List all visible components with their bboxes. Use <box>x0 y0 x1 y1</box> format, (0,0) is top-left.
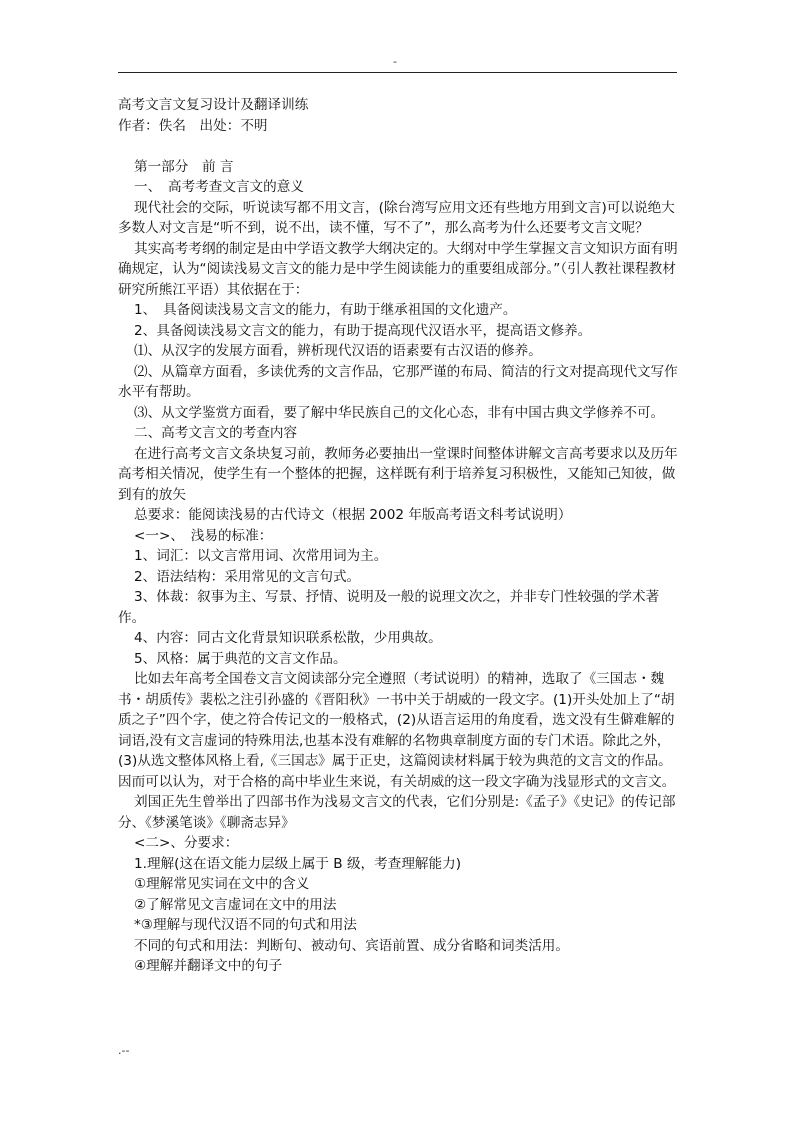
page-footer-mark: .-- <box>118 1044 130 1057</box>
list-item: ①理解常见实词在文中的含义 <box>134 876 310 892</box>
list-item: 4、内容：同古文化背景知识联系松散，少用典故。 <box>134 630 442 646</box>
document-byline: 作者：佚名 出处：不明 <box>118 117 268 134</box>
list-item: ⑵、从篇章方面看，多读优秀的文言作品，它那严谨的布局、简洁的行文对提高现代文写作水平有帮助。 <box>118 363 678 400</box>
blank-line <box>118 136 684 157</box>
list-heading: <一>、 浅易的标准： <box>134 527 273 544</box>
list-item: 1、词汇：以文言常用词、次常用词为主。 <box>134 548 388 564</box>
list-item: 2、具备阅读浅易文言文的能力，有助于提高现代汉语水平，提高语文修养。 <box>134 322 592 339</box>
section-heading: 第一部分 前 言 <box>134 158 234 175</box>
list-item: *③理解与现代汉语不同的句式和用法 <box>134 917 357 933</box>
list-item: ④理解并翻译文中的句子 <box>134 958 283 974</box>
list-item: 1.理解(这在语文能力层级上属于 B 级，考查理解能力) <box>134 855 462 872</box>
document-title: 高考文言文复习设计及翻译训练 <box>118 97 309 113</box>
paragraph: 其实高考考纲的制定是由中学语文教学大纲决定的。大纲对中学生掌握文言文知识方面有明确规定，认为“阅读浅易文言文的能力是中学生阅读能力的重要组成部分。”（引人教社课程教材研究所熊江平语）其依据在于： <box>118 240 678 298</box>
list-item: 3、体裁：叙事为主、写景、抒情、说明及一般的说理文次之，并非专门性较强的学术著作。 <box>118 589 660 626</box>
list-item: ⑴、从汉字的发展方面看，辨析现代汉语的语素要有古汉语的修养。 <box>134 343 542 359</box>
page-header-mark: - <box>393 55 397 68</box>
list-item: 2、语法结构：采用常见的文言句式。 <box>134 568 361 585</box>
paragraph: 在进行高考文言文条块复习前，教师务必要抽出一堂课时间整体讲解文言高考要求以及历年高考相关情况，使学生有一个整体的把握，这样既有利于培养复习积极性，又能知己知彼，做到有的放矢 <box>118 445 678 503</box>
subsection-heading: 一、 高考考查文言文的意义 <box>134 179 304 195</box>
paragraph: 比如去年高考全国卷文言文阅读部分完全遵照（考试说明）的精神，选取了《三国志・魏书・胡质传》裴松之注引孙盛的《晋阳秋》一书中关于胡威的一段文字。(1)开头处加上了“胡质之子”四个字，使之符合传记文的一般格式，(2)从语言运用的角度看，选文没有生僻难解的词语,没有文言虚词的特殊用法,也基本没有难解的名物典章制度方面的专门术语。除此之外，(3)从选文整体风格上看,《三国志》属于正史，这篇阅读材料属于较为典范的文言文的作品。因而可以认为，对于合格的高中毕业生来说，有关胡威的这一段文字确为浅显形式的文言文。 <box>118 671 676 790</box>
list-item: ②了解常见文言虚词在文中的用法 <box>134 896 337 913</box>
paragraph: 不同的句式和用法：判断句、被动句、宾语前置、成分省略和词类活用。 <box>134 937 569 954</box>
document-body <box>118 95 684 977</box>
list-item: ⑶、从文学鉴赏方面看，要了解中华民族自己的文化心态，非有中国古典文学修养不可。 <box>134 404 665 421</box>
paragraph: 刘国正先生曾举出了四部书作为浅易文言文的代表，它们分别是:《孟子》《史记》的传记部分、《梦溪笔谈》《聊斋志异》 <box>118 794 676 831</box>
paragraph: 总要求：能阅读浅易的古代诗文（根据 2002 年版高考语文科考试说明） <box>134 507 572 523</box>
list-heading: <二>、分要求： <box>134 835 239 851</box>
list-item: 1、 具备阅读浅易文言文的能力，有助于继承祖国的文化遗产。 <box>134 302 517 318</box>
subsection-heading: 二、高考文言文的考查内容 <box>134 425 298 441</box>
header-divider <box>118 72 677 73</box>
list-item: 5、风格：属于典范的文言文作品。 <box>134 650 347 667</box>
paragraph: 现代社会的交际，听说读写都不用文言，(除台湾写应用文还有些地方用到文言)可以说绝大多数人对文言是“听不到，说不出，读不懂，写不了”，那么高考为什么还要考文言文呢？ <box>118 199 675 236</box>
